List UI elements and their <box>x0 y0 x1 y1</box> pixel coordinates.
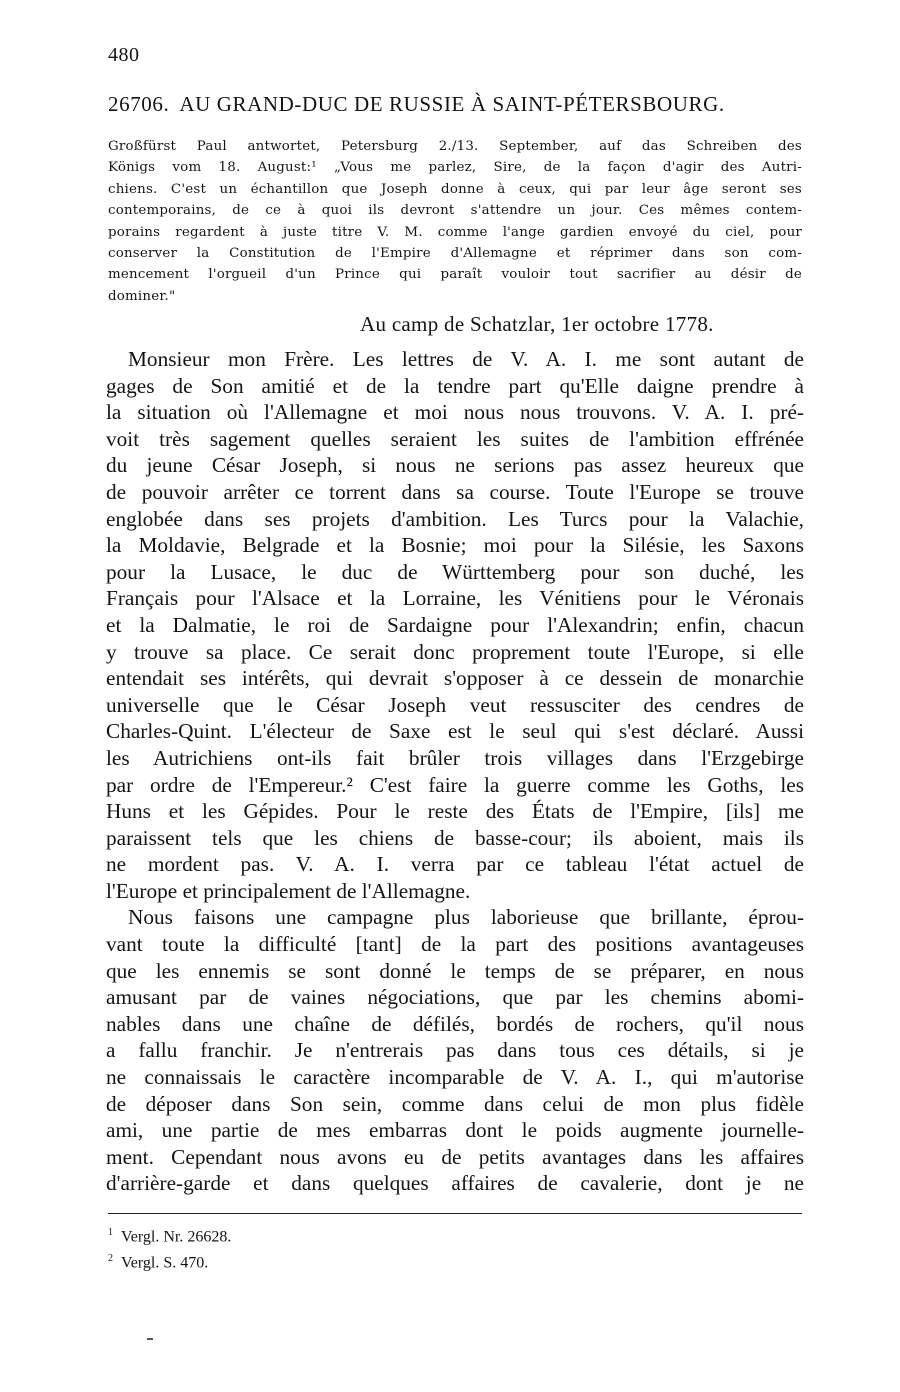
body-line: vant toute la difficulté [tant] de la part des positions avantageuses <box>106 932 804 957</box>
body-line: par ordre de l'Empereur.² C'est faire la guerre comme les Goths, les <box>106 772 804 797</box>
body-line: d'arrière-garde et dans quelques affaires de cavalerie, dont je ne <box>106 1171 804 1196</box>
letter-title: AU GRAND-DUC DE RUSSIE À SAINT-PÉTERSBOURG. <box>179 92 725 116</box>
footnote-divider <box>108 1213 802 1214</box>
body-line: Huns et les Gépides. Pour le reste des États de l'Empire, [ils] me <box>106 799 804 824</box>
body-line: englobée dans ses projets d'ambition. Les Turcs pour la Valachie, <box>106 506 804 531</box>
body-line: la Moldavie, Belgrade et la Bosnie; moi pour la Silésie, les Saxons <box>106 533 804 558</box>
footnote-text: Vergl. S. 470. <box>121 1254 209 1272</box>
body-line: Monsieur mon Frère. Les lettres de V. A. I. me sont autant de <box>128 347 804 371</box>
dateline: Au camp de Schatzlar, 1er octobre 1778. <box>360 312 714 336</box>
page-number: 480 <box>108 44 140 66</box>
body-line: y trouve sa place. Ce serait donc proprement toute l'Europe, si elle <box>106 639 804 664</box>
body-line: voit très sagement quelles seraient les suites de l'ambition effrénée <box>106 426 804 451</box>
body-line: Français pour l'Alsace et la Lorraine, les Vénitiens pour le Véronais <box>106 586 804 611</box>
body-line: et la Dalmatie, le roi de Sardaigne pour l'Alexandrin; enfin, chacun <box>106 612 804 637</box>
footnote <box>108 1248 708 1274</box>
summary-line: porains regardent à juste titre V. M. comme l'ange gardien envoyé du ciel, pour <box>108 224 802 240</box>
summary-line: Königs vom 18. August:¹ „Vous me parlez, Sire, de la façon d'agir des Autri- <box>108 160 802 176</box>
footnotes <box>108 1222 708 1275</box>
body-line: Charles-Quint. L'électeur de Saxe est le seul qui s'est déclaré. Aussi <box>106 719 804 744</box>
body-line: Nous faisons une campagne plus laborieuse que brillante, éprou- <box>128 905 804 930</box>
summary-line: conserver la Constitution de l'Empire d'Allemagne et réprimer dans son com- <box>108 245 802 261</box>
summary-line: mencement l'orgueil d'un Prince qui paraît vouloir tout sacrifier au désir de <box>108 267 802 283</box>
body-line: amusant par de vaines négociations, que par les chemins abomi- <box>106 985 804 1010</box>
footnote <box>108 1222 708 1248</box>
footnote-text: Vergl. Nr. 26628. <box>121 1228 232 1246</box>
body-line: ne connaissais le caractère incomparable de V. A. I., qui m'autorise <box>106 1065 804 1090</box>
body-line: de pouvoir arrêter ce torrent dans sa course. Toute l'Europe se trouve <box>106 479 804 504</box>
print-mark <box>147 1338 153 1340</box>
summary-paragraph <box>108 136 802 307</box>
summary-line: Großfürst Paul antwortet, Petersburg 2./13. September, auf das Schreiben des <box>108 139 802 154</box>
body-line: la situation où l'Allemagne et moi nous nous trouvons. V. A. I. pré- <box>106 400 804 425</box>
body-line: universelle que le César Joseph veut ressusciter des cendres de <box>106 692 804 717</box>
summary-line: chiens. C'est un échantillon que Joseph donne à ceux, qui par leur âge seront ses <box>108 181 802 197</box>
body-line: gages de Son amitié et de la tendre part qu'Elle daigne prendre à <box>106 373 804 398</box>
letter-number: 26706. <box>108 92 170 116</box>
body-line: pour la Lusace, le duc de Württemberg pour son duché, les <box>106 559 804 584</box>
body-line: de déposer dans Son sein, comme dans celui de mon plus fidèle <box>106 1091 804 1116</box>
body-line: paraissent tels que les chiens de basse-cour; ils aboient, mais ils <box>106 825 804 850</box>
body-line: a fallu franchir. Je n'entrerais pas dans tous ces détails, si je <box>106 1038 804 1063</box>
letter-heading <box>108 92 808 117</box>
body-line: du jeune César Joseph, si nous ne serions pas assez heureux que <box>106 453 804 478</box>
body-line: nables dans une chaîne de défilés, bordés de rochers, qu'il nous <box>106 1011 804 1036</box>
body-line: l'Europe et principalement de l'Allemagne. <box>106 878 471 903</box>
letter-body <box>106 346 804 1197</box>
footnote-mark: 1 <box>108 1227 113 1238</box>
body-line: ami, une partie de mes embarras dont le poids augmente journelle- <box>106 1118 804 1143</box>
body-line: les Autrichiens ont-ils fait brûler trois villages dans l'Erzgebirge <box>106 745 804 770</box>
body-line: que les ennemis se sont donné le temps de se préparer, en nous <box>106 958 804 983</box>
summary-line: contemporains, de ce à quoi ils devront s'attendre un jour. Ces mêmes contem- <box>108 203 802 219</box>
body-line: ne mordent pas. V. A. I. verra par ce tableau l'état actuel de <box>106 852 804 877</box>
body-line: ment. Cependant nous avons eu de petits avantages dans les affaires <box>106 1144 804 1169</box>
body-line: entendait ses intérêts, qui devrait s'opposer à ce dessein de monarchie <box>106 666 804 691</box>
footnote-mark: 2 <box>108 1253 113 1265</box>
summary-line: dominer." <box>108 288 176 304</box>
